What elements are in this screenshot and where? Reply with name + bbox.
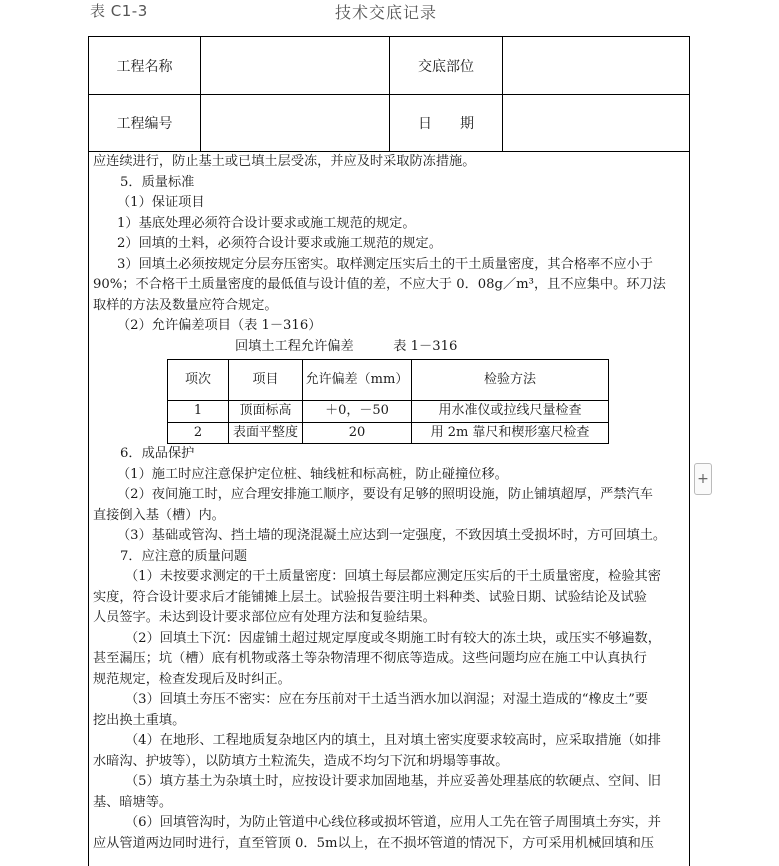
content-line: 规范规定，检查发现后及时纠正。 [93, 671, 291, 687]
content-line: （3）基础或管沟、挡土墙的现浇混凝土应达到一定强度，不致因填土受损坏时，方可回填土。 [117, 528, 667, 543]
content-line: 1）基底处理必须符合设计要求或施工规范的规定。 [117, 215, 416, 231]
content-line: 人员签字。未达到设计要求部位应有处理方法和复验结果。 [93, 610, 436, 625]
subsection-heading: （1）保证项目 [117, 195, 205, 210]
col-header-tolerance: 允许偏差（mm） [303, 360, 412, 401]
content-line: 90%；不合格干土质量密度的最低值与设计值的差，不应大于 0．08g／m³，且不应集中。环刀法 [93, 277, 666, 292]
content-line: （1）施工时应注意保护定位桩、轴线桩和标高桩，防止碰撞位移。 [117, 466, 508, 482]
date-field[interactable] [503, 94, 689, 151]
content-line: （2）回填土下沉：因虚铺土超过规定厚度或冬期施工时有较大的冻土块，或压实不够遍数， [125, 630, 661, 646]
section-heading: 5．质量标准 [120, 174, 195, 190]
table-cell: 用水准仪或拉线尺量检查 [412, 401, 609, 423]
table-cell: 顶面标高 [229, 401, 303, 423]
content-line: 3）回填土必须按规定分层夯压密实。取样测定压实后土的干土质量密度，其合格率不应小于 [117, 256, 653, 272]
content-line: （2）夜间施工时，应合理安排施工顺序，要设有足够的照明设施，防止铺填超厚，严禁汽车 [117, 487, 653, 502]
table-cell: 1 [168, 401, 229, 423]
handover-part-field[interactable] [503, 37, 689, 94]
col-header-no: 项次 [168, 360, 229, 401]
content-line: 取样的方法及数量应符合规定。 [93, 297, 278, 313]
content-line: （1）未按要求测定的干土质量密度：回填土每层都应测定压实后的干土质量密度，检验其密 [125, 569, 661, 584]
table-row [168, 401, 609, 423]
table-cell: 20 [303, 422, 412, 444]
expand-plus-button[interactable]: + [694, 463, 712, 495]
content-line: 应连续进行，防止基土或已填土层受冻，并应及时采取防冻措施。 [93, 154, 476, 169]
table-header-row [168, 360, 609, 401]
project-no-label: 工程编号 [89, 94, 201, 151]
content-line: 应从管道两边同时进行，直至管顶 0．5m以上，在不损坏管道的情况下，方可采用机械回填和压 [93, 835, 654, 851]
info-row-project [89, 37, 689, 95]
content-line: 甚至漏压；坑（槽）底有机物或落土等杂物清理不彻底等造成。这些问题均应在施工中认真执行 [93, 651, 647, 666]
col-header-item: 项目 [229, 360, 303, 401]
info-row-number [89, 94, 689, 152]
table-cell: ＋0，－50 [303, 401, 412, 423]
table-cell: 表面平整度 [229, 422, 303, 444]
project-name-label: 工程名称 [89, 37, 201, 94]
table-cell: 用 2m 靠尺和楔形塞尺检查 [412, 422, 609, 444]
document-title: 技术交底记录 [335, 3, 438, 22]
content-line: （4）在地形、工程地质复杂地区内的填土，且对填土密实度要求较高时，应采取措施（如排 [125, 733, 661, 748]
content-line: 挖出换土重填。 [93, 712, 186, 728]
project-name-field[interactable] [201, 37, 390, 94]
handover-part-label: 交底部位 [390, 37, 503, 94]
content-line: 2）回填的土料，必须符合设计要求或施工规范的规定。 [117, 236, 442, 251]
table-row [168, 422, 609, 444]
date-label: 日 期 [390, 94, 503, 151]
section-heading: 7．应注意的质量问题 [120, 548, 248, 564]
content-line: （3）回填土夯压不密实：应在夯压前对干土适当洒水加以润湿；对湿土造成的“橡皮土”要 [125, 692, 648, 707]
content-line: （5）填方基土为杂填土时，应按设计要求加固地基，并应妥善处理基底的软硬点、空间、旧 [125, 774, 661, 789]
content-line: 实度，符合设计要求后才能铺摊上层土。试验报告要注明土料种类、试验日期、试验结论及试验 [93, 589, 647, 605]
subsection-heading: （2）允许偏差项目（表 1－316） [117, 318, 322, 333]
tolerance-table [167, 359, 609, 444]
table-cell: 2 [168, 422, 229, 444]
project-no-field[interactable] [201, 94, 390, 151]
content-line: 基、暗塘等。 [93, 794, 173, 810]
record-sheet [88, 36, 690, 866]
content-line: 水暗沟、护坡等），以防填方土粒流失，造成不均匀下沉和坍塌等事故。 [93, 753, 509, 769]
table-caption: 回填土工程允许偏差 表 1－316 [235, 338, 458, 354]
content-line: 直接倒入基（槽）内。 [93, 507, 225, 523]
form-code: 表 C1-3 [90, 2, 148, 20]
content-body [89, 152, 689, 854]
section-heading: 6．成品保护 [120, 446, 195, 461]
col-header-method: 检验方法 [412, 360, 609, 401]
content-line: （6）回填管沟时，为防止管道中心线位移或损坏管道，应用人工先在管子周围填土夯实，并 [125, 815, 661, 830]
